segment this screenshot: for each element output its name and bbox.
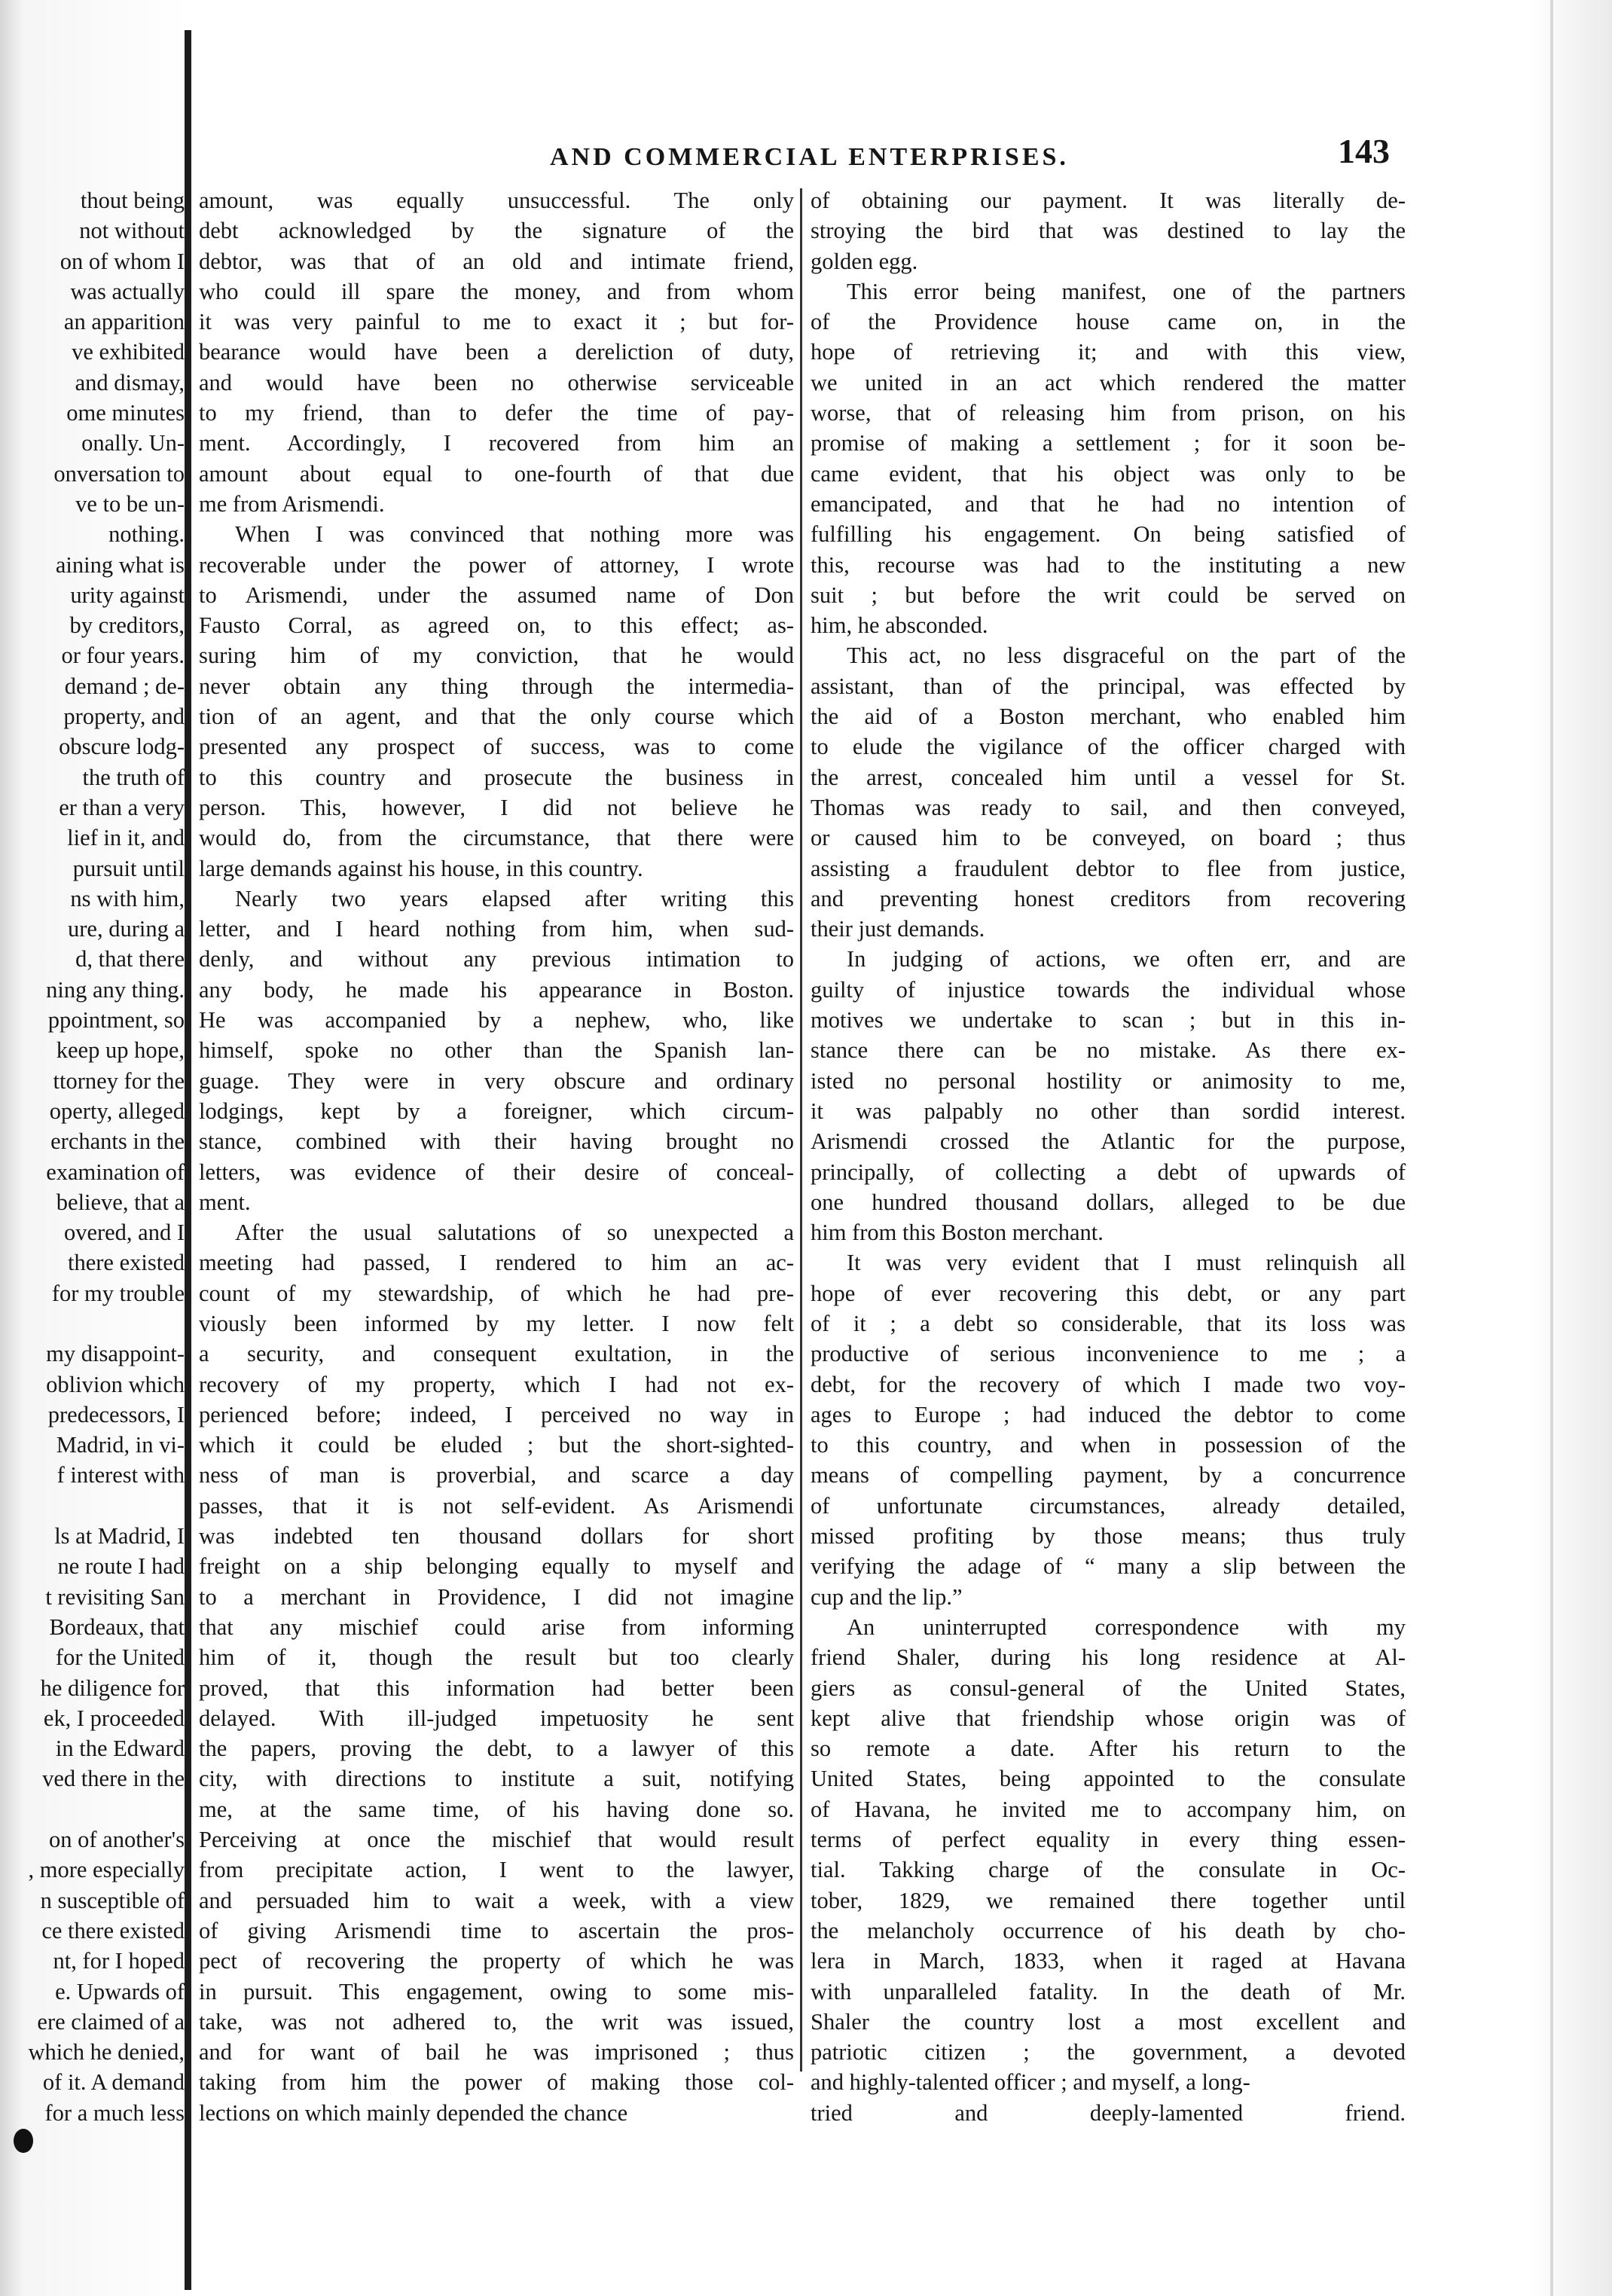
text-line: Nearly two years elapsed after writing this [235, 885, 794, 911]
text-line [0, 1491, 185, 1521]
text-line: and highly-talented officer ; and myself, a long- [811, 2069, 1250, 2096]
text-line: was indebted ten thousand dollars for short [199, 1523, 794, 1549]
text-line: Thomas was ready to sail, and then conveyed, [811, 794, 1406, 820]
text-line: t revisiting San [45, 1583, 185, 1610]
text-line: which he denied, [28, 2039, 185, 2065]
text-line: promise of making a settlement ; for it soon be- [811, 430, 1406, 456]
text-line: ls at Madrid, I [54, 1523, 185, 1549]
text-line: meeting had passed, I rendered to him an ac- [199, 1250, 794, 1276]
text-line: examination of [46, 1159, 185, 1185]
text-line: tried and deeply-lamented friend. [811, 2099, 1406, 2126]
text-line: this, recourse was had to the instituting a new [811, 551, 1406, 578]
text-line: keep up hope, [56, 1037, 185, 1064]
text-line: that any mischief could arise from informing [199, 1614, 794, 1640]
text-line: After the usual salutations of so unexpected a [235, 1220, 794, 1246]
text-line: viously been informed by my letter. I now felt [199, 1310, 794, 1336]
right-text-column [811, 185, 1406, 2128]
text-line: debt acknowledged by the signature of the [199, 218, 794, 244]
text-line: onversation to [53, 460, 185, 487]
text-line: suring him of my conviction, that he would [199, 643, 794, 669]
text-line: stance there can be no mistake. As there ex- [811, 1037, 1406, 1064]
text-line: onally. Un- [81, 430, 185, 456]
text-line: demand ; de- [64, 673, 185, 699]
text-line: ve to be un- [75, 490, 185, 517]
text-line: freight on a ship belonging equally to myself and [199, 1553, 794, 1580]
text-line: Arismendi crossed the Atlantic for the purpose, [811, 1128, 1406, 1155]
text-line: cup and the lip.” [811, 1583, 963, 1610]
text-line: large demands against his house, in this country. [199, 855, 643, 881]
text-line: believe, that a [56, 1189, 185, 1215]
text-line: so remote a date. After his return to the [811, 1736, 1406, 1762]
text-line: emancipated, and that he had no intention of [811, 490, 1406, 517]
text-line: ved there in the [42, 1766, 185, 1792]
text-line: motives we undertake to scan ; but in this in- [811, 1007, 1406, 1034]
text-line: city, with directions to institute a suit, notifying [199, 1766, 794, 1792]
text-line: him, he absconded. [811, 612, 988, 639]
text-line: taking from him the power of making those col- [199, 2069, 794, 2096]
text-line: urity against [70, 582, 185, 608]
text-line: pect of recovering the property of which he was [199, 1948, 794, 1974]
text-line: terms of perfect equality in every thing essen- [811, 1827, 1406, 1853]
text-line: proved, that this information had better been [199, 1675, 794, 1701]
text-line: to this country, and when in possession of the [811, 1432, 1406, 1458]
text-line: guilty of injustice towards the individual whose [811, 976, 1406, 1003]
text-line: to this country and prosecute the business in [199, 764, 794, 790]
text-line: he diligence for [40, 1675, 185, 1701]
text-line: not without [79, 218, 185, 244]
text-line: the arrest, concealed him until a vessel for St. [811, 764, 1406, 790]
text-line [0, 1794, 185, 1824]
text-line: there existed [68, 1250, 185, 1276]
text-line: himself, spoke no other than the Spanish lan- [199, 1037, 794, 1064]
text-line: of Havana, he invited me to accompany him, on [811, 1796, 1406, 1822]
text-line: ne route I had [57, 1553, 185, 1580]
text-line: predecessors, I [47, 1401, 185, 1427]
text-line: Bordeaux, that [49, 1614, 185, 1640]
text-line: on of whom I [60, 248, 185, 274]
text-line: f interest with [56, 1462, 185, 1488]
text-line: lections on which mainly depended the chance [199, 2099, 628, 2126]
text-line: the truth of [82, 764, 185, 790]
text-line: In judging of actions, we often err, and are [847, 946, 1406, 972]
text-line: Fausto Corral, as agreed on, to this effect; as- [199, 612, 794, 639]
text-line: property, and [63, 704, 185, 730]
page-right-edge [1550, 0, 1553, 2296]
text-line: in the Edward [55, 1736, 185, 1762]
text-line: would do, from the circumstance, that there were [199, 825, 794, 851]
text-line: who could ill spare the money, and from whom [199, 278, 794, 304]
text-line: n susceptible of [40, 1887, 185, 1913]
text-line: ns with him, [70, 885, 185, 911]
text-line: never obtain any thing through the intermedia- [199, 673, 794, 699]
text-line: isted no personal hostility or animosity to me, [811, 1067, 1406, 1094]
text-line: of giving Arismendi time to ascertain the pros- [199, 1917, 794, 1943]
text-line: suit ; but before the writ could be served on [811, 582, 1406, 608]
text-line: When I was convinced that nothing more was [235, 521, 794, 548]
text-line: An uninterrupted correspondence with my [847, 1614, 1406, 1640]
binding-gutter-rule [185, 30, 191, 2290]
text-line: patriotic citizen ; the government, a devoted [811, 2039, 1406, 2065]
text-line: ment. [199, 1189, 251, 1215]
text-line: ness of man is proverbial, and scarce a day [199, 1462, 794, 1488]
text-line: the melancholy occurrence of his death by cho- [811, 1917, 1406, 1943]
text-line: recoverable under the power of attorney, I wrote [199, 551, 794, 578]
text-line: thout being [80, 188, 185, 213]
text-line: verifying the adage of “ many a slip between the [811, 1553, 1406, 1580]
text-line: one hundred thousand dollars, alleged to be due [811, 1189, 1406, 1215]
text-line: stance, combined with their having brought no [199, 1128, 794, 1155]
text-line: ure, during a [68, 916, 185, 942]
text-line: we united in an act which rendered the matter [811, 369, 1406, 395]
text-line: perienced before; indeed, I perceived no way in [199, 1401, 794, 1427]
text-line: and preventing honest creditors from recovering [811, 885, 1406, 911]
text-line [0, 1308, 185, 1339]
text-line: stroying the bird that was destined to lay the [811, 218, 1406, 244]
running-header: AND COMMERCIAL ENTERPRISES. [550, 143, 1069, 171]
text-line: presented any prospect of success, was to come [199, 734, 794, 760]
text-line: denly, and without any previous intimation to [199, 946, 794, 972]
text-line: , more especially [28, 1857, 185, 1883]
text-line: recovery of my property, which I had not ex- [199, 1371, 794, 1397]
text-line: to a merchant in Providence, I did not imagine [199, 1583, 794, 1610]
text-line: tial. Takking charge of the consulate in Oc- [811, 1857, 1406, 1883]
text-line: lodgings, kept by a foreigner, which circum- [199, 1098, 794, 1124]
text-line: bearance would have been a dereliction of duty, [199, 339, 794, 365]
text-line: ek, I proceeded [43, 1705, 185, 1731]
text-line: golden egg. [811, 248, 918, 274]
text-line: on of another's [49, 1827, 185, 1853]
text-line: ppointment, so [47, 1007, 185, 1034]
text-line: kept alive that friendship whose origin was of [811, 1705, 1406, 1731]
text-line: for the United [55, 1644, 185, 1671]
text-line: ome minutes [66, 400, 185, 426]
text-line: me from Arismendi. [199, 490, 385, 517]
text-line: letter, and I heard nothing from him, when sud- [199, 916, 794, 942]
text-line: assistant, than of the principal, was effected by [811, 673, 1406, 699]
middle-text-column [199, 185, 794, 2128]
text-line: giers as consul-general of the United States, [811, 1675, 1406, 1701]
ink-blot [14, 2129, 33, 2153]
text-line: hope of ever recovering this debt, or any part [811, 1280, 1406, 1306]
text-line: came evident, that his object was only to be [811, 460, 1406, 487]
text-line: erchants in the [50, 1128, 185, 1155]
text-line: productive of serious inconvenience to me ; a [811, 1341, 1406, 1367]
text-line: delayed. With ill-judged impetuosity he sent [199, 1705, 794, 1731]
text-line: to Arismendi, under the assumed name of Don [199, 582, 794, 608]
text-line: ttorney for the [53, 1067, 185, 1094]
text-line: an apparition [63, 309, 185, 335]
text-line: It was very evident that I must relinquish all [847, 1250, 1406, 1276]
text-line: Madrid, in vi- [56, 1432, 185, 1458]
text-line: pursuit until [72, 855, 185, 881]
text-line: and persuaded him to wait a week, with a view [199, 1887, 794, 1913]
text-line: oblivion which [46, 1371, 185, 1397]
text-line: take, was not adhered to, the writ was issued, [199, 2008, 794, 2035]
text-line: it was palpably no other than sordid interest. [811, 1098, 1406, 1124]
text-line: for my trouble [51, 1280, 185, 1306]
text-line: nothing. [108, 521, 185, 548]
text-line: ce there existed [41, 1917, 185, 1943]
text-line: overed, and I [63, 1220, 185, 1246]
text-line: ere claimed of a [37, 2008, 185, 2035]
text-line: ment. Accordingly, I recovered from him an [199, 430, 794, 456]
text-line: operty, alleged [49, 1098, 185, 1124]
text-line: This error being manifest, one of the partners [847, 278, 1406, 304]
text-line: assisting a fraudulent debtor to flee from justice, [811, 855, 1406, 881]
text-line: me, at the same time, of his having done so. [199, 1796, 794, 1822]
text-line: worse, that of releasing him from prison, on his [811, 400, 1406, 426]
facing-page-text-fragment [0, 185, 185, 2128]
text-line: and for want of bail he was imprisoned ; thus [199, 2039, 794, 2065]
text-line: of it ; a debt so considerable, that its loss was [811, 1310, 1406, 1336]
text-line: lief in it, and [67, 825, 185, 851]
text-line: of unfortunate circumstances, already detailed, [811, 1492, 1406, 1519]
text-line: of the Providence house came on, in the [811, 309, 1406, 335]
text-line: him from this Boston merchant. [811, 1220, 1104, 1246]
text-line: and would have been no otherwise serviceable [199, 369, 794, 395]
text-line: or four years. [61, 643, 185, 669]
text-line: passes, that it is not self-evident. As Arismendi [199, 1492, 794, 1519]
text-line: ages to Europe ; had induced the debtor to come [811, 1401, 1406, 1427]
text-line: their just demands. [811, 916, 985, 942]
text-line: was actually [70, 278, 185, 304]
text-line: of it. A demand [42, 2069, 185, 2096]
text-line: amount about equal to one-fourth of that due [199, 460, 794, 487]
text-line: ning any thing. [46, 976, 185, 1003]
text-line: aining what is [55, 551, 185, 578]
text-line: hope of retrieving it; and with this view, [811, 339, 1406, 365]
text-line: ve exhibited [72, 339, 185, 365]
text-line: count of my stewardship, of which he had pre- [199, 1280, 794, 1306]
text-line: nt, for I hoped [53, 1948, 185, 1974]
text-line: er than a very [59, 794, 185, 820]
text-line: United States, being appointed to the consulate [811, 1766, 1406, 1792]
text-line: lera in March, 1833, when it raged at Havana [811, 1948, 1406, 1974]
text-line: for a much less [44, 2099, 185, 2126]
text-line: my disappoint- [46, 1341, 185, 1367]
text-line: debtor, was that of an old and intimate friend, [199, 248, 794, 274]
text-line: by creditors, [69, 612, 185, 639]
text-line: which it could be eluded ; but the short-sighted- [199, 1432, 794, 1458]
text-line: and dismay, [75, 369, 185, 395]
column-divider-rule [800, 188, 802, 2072]
text-line: letters, was evidence of their desire of conceal- [199, 1159, 794, 1185]
text-line: obscure lodg- [59, 734, 185, 760]
text-line: debt, for the recovery of which I made two voy- [811, 1371, 1406, 1397]
text-line: the aid of a Boston merchant, who enabled him [811, 704, 1406, 730]
text-line: means of compelling payment, by a concurrence [811, 1462, 1406, 1488]
text-line: guage. They were in very obscure and ordinary [199, 1067, 794, 1094]
text-line: any body, he made his appearance in Boston. [199, 976, 794, 1003]
text-line: to elude the vigilance of the officer charged with [811, 734, 1406, 760]
page-number: 143 [1338, 132, 1390, 170]
text-line: principally, of collecting a debt of upwards of [811, 1159, 1406, 1185]
text-line: missed profiting by those means; thus truly [811, 1523, 1406, 1549]
text-line: the papers, proving the debt, to a lawyer of this [199, 1736, 794, 1762]
text-line: in pursuit. This engagement, owing to some mis- [199, 1978, 794, 2004]
text-line: from precipitate action, I went to the lawyer, [199, 1857, 794, 1883]
text-line: a security, and consequent exultation, in the [199, 1341, 794, 1367]
text-line: with unparalleled fatality. In the death of Mr. [811, 1978, 1406, 2004]
text-line: e. Upwards of [55, 1978, 185, 2004]
text-line: tion of an agent, and that the only course which [199, 704, 794, 730]
text-line: Shaler the country lost a most excellent and [811, 2008, 1406, 2035]
text-line: to my friend, than to defer the time of pay- [199, 400, 794, 426]
text-line: friend Shaler, during his long residence at Al- [811, 1644, 1406, 1671]
text-line: fulfilling his engagement. On being satisfied of [811, 521, 1406, 548]
text-line: or caused him to be conveyed, on board ; thus [811, 825, 1406, 851]
text-line: person. This, however, I did not believe he [199, 794, 794, 820]
text-line: This act, no less disgraceful on the part of the [847, 643, 1406, 669]
text-line: amount, was equally unsuccessful. The only [199, 188, 794, 213]
text-line: tober, 1829, we remained there together until [811, 1887, 1406, 1913]
text-line: Perceiving at once the mischief that would result [199, 1827, 794, 1853]
text-line: him of it, though the result but too clearly [199, 1644, 794, 1671]
text-line: of obtaining our payment. It was literally de- [811, 188, 1406, 213]
text-line: He was accompanied by a nephew, who, like [199, 1007, 794, 1034]
text-line: it was very painful to me to exact it ; but for- [199, 309, 794, 335]
text-line: d, that there [75, 946, 185, 972]
